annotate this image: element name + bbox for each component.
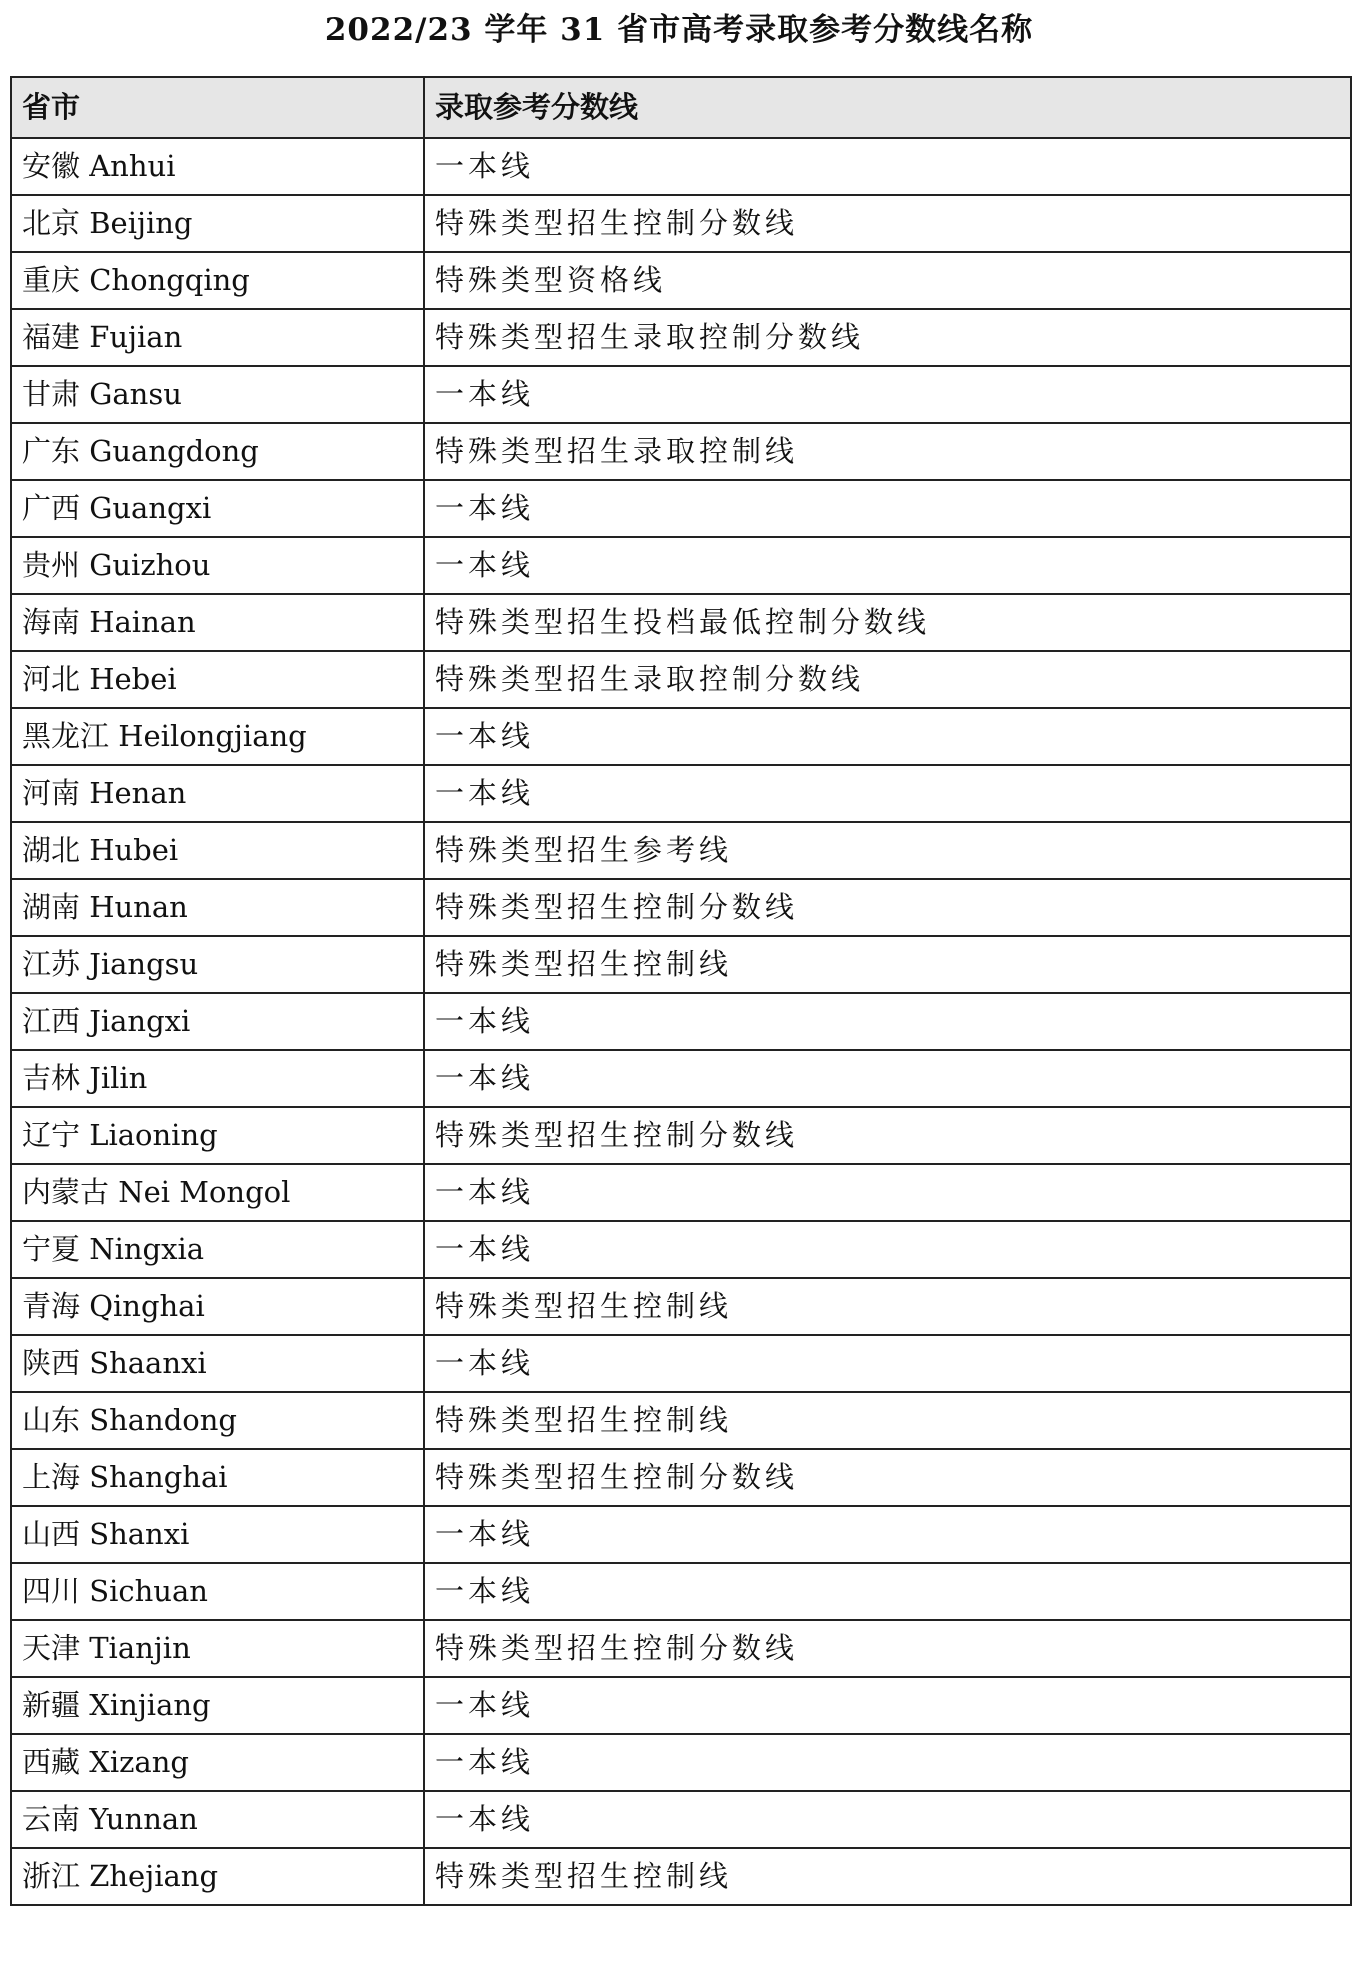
province-cell: 山东 Shandong	[11, 1392, 424, 1449]
score-line-cell: 一本线	[424, 1335, 1351, 1392]
score-line-cell: 特殊类型招生控制线	[424, 1392, 1351, 1449]
score-line-cell: 特殊类型招生控制线	[424, 1278, 1351, 1335]
score-line-cell: 特殊类型招生录取控制分数线	[424, 651, 1351, 708]
score-line-cell: 特殊类型招生录取控制分数线	[424, 309, 1351, 366]
province-cell: 广东 Guangdong	[11, 423, 424, 480]
table-header-row	[11, 77, 1351, 138]
province-cell: 湖北 Hubei	[11, 822, 424, 879]
table-row	[11, 594, 1351, 651]
score-line-cell: 一本线	[424, 1791, 1351, 1848]
header-score-line: 录取参考分数线	[424, 77, 1351, 138]
province-cell: 江苏 Jiangsu	[11, 936, 424, 993]
table-row	[11, 1107, 1351, 1164]
province-cell: 海南 Hainan	[11, 594, 424, 651]
table-row	[11, 651, 1351, 708]
page-title: 2022/23 学年 31 省市高考录取参考分数线名称	[324, 12, 1034, 48]
table-row	[11, 423, 1351, 480]
table-row	[11, 195, 1351, 252]
province-cell: 江西 Jiangxi	[11, 993, 424, 1050]
province-cell: 福建 Fujian	[11, 309, 424, 366]
table-row	[11, 1164, 1351, 1221]
province-cell: 山西 Shanxi	[11, 1506, 424, 1563]
score-line-cell: 一本线	[424, 366, 1351, 423]
province-cell: 甘肃 Gansu	[11, 366, 424, 423]
table-row	[11, 1050, 1351, 1107]
table-row	[11, 1677, 1351, 1734]
score-line-cell: 一本线	[424, 1506, 1351, 1563]
table-row	[11, 1221, 1351, 1278]
table-row	[11, 1335, 1351, 1392]
province-cell: 四川 Sichuan	[11, 1563, 424, 1620]
table-row	[11, 879, 1351, 936]
province-cell: 云南 Yunnan	[11, 1791, 424, 1848]
score-line-cell: 一本线	[424, 1050, 1351, 1107]
province-cell: 湖南 Hunan	[11, 879, 424, 936]
score-line-cell: 特殊类型招生投档最低控制分数线	[424, 594, 1351, 651]
province-cell: 西藏 Xizang	[11, 1734, 424, 1791]
province-cell: 北京 Beijing	[11, 195, 424, 252]
table-row	[11, 708, 1351, 765]
score-line-cell: 一本线	[424, 1734, 1351, 1791]
score-line-cell: 特殊类型招生控制分数线	[424, 1449, 1351, 1506]
score-line-cell: 特殊类型招生控制线	[424, 1848, 1351, 1905]
score-line-cell: 一本线	[424, 765, 1351, 822]
province-cell: 青海 Qinghai	[11, 1278, 424, 1335]
table-row	[11, 993, 1351, 1050]
table-row	[11, 537, 1351, 594]
province-cell: 吉林 Jilin	[11, 1050, 424, 1107]
score-line-cell: 特殊类型招生控制分数线	[424, 195, 1351, 252]
score-line-cell: 特殊类型招生录取控制线	[424, 423, 1351, 480]
table-row	[11, 138, 1351, 195]
province-cell: 重庆 Chongqing	[11, 252, 424, 309]
province-cell: 新疆 Xinjiang	[11, 1677, 424, 1734]
province-cell: 天津 Tianjin	[11, 1620, 424, 1677]
table-row	[11, 765, 1351, 822]
province-cell: 黑龙江 Heilongjiang	[11, 708, 424, 765]
province-cell: 安徽 Anhui	[11, 138, 424, 195]
province-cell: 陕西 Shaanxi	[11, 1335, 424, 1392]
table-row	[11, 480, 1351, 537]
score-line-cell: 一本线	[424, 708, 1351, 765]
province-cell: 辽宁 Liaoning	[11, 1107, 424, 1164]
score-line-table	[10, 76, 1352, 1906]
province-cell: 宁夏 Ningxia	[11, 1221, 424, 1278]
score-line-cell: 特殊类型资格线	[424, 252, 1351, 309]
header-province: 省市	[11, 77, 424, 138]
score-line-cell: 一本线	[424, 993, 1351, 1050]
table-row	[11, 1848, 1351, 1905]
table-body	[11, 138, 1351, 1905]
province-cell: 贵州 Guizhou	[11, 537, 424, 594]
table-row	[11, 936, 1351, 993]
province-cell: 内蒙古 Nei Mongol	[11, 1164, 424, 1221]
table-row	[11, 1734, 1351, 1791]
score-line-cell: 一本线	[424, 138, 1351, 195]
score-line-cell: 特殊类型招生参考线	[424, 822, 1351, 879]
table-row	[11, 1449, 1351, 1506]
table-row	[11, 1791, 1351, 1848]
score-line-cell: 特殊类型招生控制分数线	[424, 879, 1351, 936]
score-line-cell: 一本线	[424, 537, 1351, 594]
table-row	[11, 1620, 1351, 1677]
score-line-cell: 一本线	[424, 1164, 1351, 1221]
province-cell: 河南 Henan	[11, 765, 424, 822]
province-cell: 上海 Shanghai	[11, 1449, 424, 1506]
table-row	[11, 309, 1351, 366]
score-line-cell: 一本线	[424, 1221, 1351, 1278]
score-line-cell: 一本线	[424, 1563, 1351, 1620]
table-row	[11, 366, 1351, 423]
score-line-cell: 特殊类型招生控制分数线	[424, 1620, 1351, 1677]
table-row	[11, 1278, 1351, 1335]
province-cell: 河北 Hebei	[11, 651, 424, 708]
table-row	[11, 252, 1351, 309]
table-row	[11, 1506, 1351, 1563]
province-cell: 浙江 Zhejiang	[11, 1848, 424, 1905]
table-row	[11, 1392, 1351, 1449]
table-row	[11, 1563, 1351, 1620]
score-line-cell: 特殊类型招生控制分数线	[424, 1107, 1351, 1164]
table-row	[11, 822, 1351, 879]
province-cell: 广西 Guangxi	[11, 480, 424, 537]
score-line-cell: 一本线	[424, 480, 1351, 537]
score-line-cell: 特殊类型招生控制线	[424, 936, 1351, 993]
score-line-cell: 一本线	[424, 1677, 1351, 1734]
